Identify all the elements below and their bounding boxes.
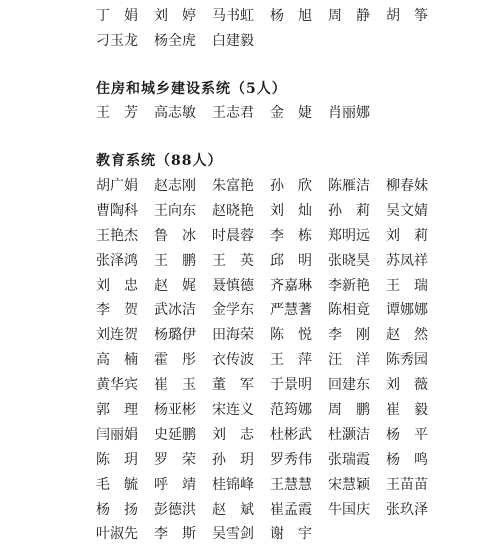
person-name: 刘 薇 <box>386 377 428 394</box>
person-name: 牛国庆 <box>328 501 370 518</box>
person-name: 杨 鸣 <box>386 451 428 468</box>
person-name: 刘 忠 <box>96 277 138 294</box>
person-name: 霍 彤 <box>154 352 196 369</box>
person-name: 赵晓艳 <box>212 202 254 219</box>
person-name: 吴文婧 <box>386 202 428 219</box>
section-heading-housing: 住房和城乡建设系统（5人） <box>96 81 287 97</box>
person-name: 张瑞霞 <box>328 451 370 468</box>
person-name: 叶淑先 <box>96 526 138 543</box>
person-name: 刘 志 <box>212 426 254 443</box>
person-name: 毛 毓 <box>96 476 138 493</box>
name-row <box>96 252 496 277</box>
name-row <box>96 227 496 252</box>
person-name: 谢 宇 <box>270 526 312 543</box>
name-row <box>96 277 496 302</box>
person-name: 闫丽娟 <box>96 426 138 443</box>
person-name: 黄华宾 <box>96 377 138 394</box>
name-row <box>96 177 496 202</box>
person-name: 汪 洋 <box>328 352 370 369</box>
person-name: 齐嘉琳 <box>270 277 312 294</box>
person-name: 李新艳 <box>328 277 370 294</box>
person-name: 赵 娓 <box>154 277 196 294</box>
person-name: 陈 悦 <box>270 327 312 344</box>
person-name: 孙 欣 <box>270 178 312 194</box>
person-name: 谭娜娜 <box>386 302 428 319</box>
name-list-housing <box>96 104 496 129</box>
person-name: 赵志刚 <box>154 178 196 194</box>
person-name: 肖丽娜 <box>328 105 370 121</box>
person-name: 杨 旭 <box>270 8 312 24</box>
person-name: 李 斯 <box>154 526 196 543</box>
name-row <box>96 376 496 401</box>
person-name: 杨璐伊 <box>154 327 196 344</box>
person-name: 鲁 冰 <box>154 227 196 244</box>
person-name: 张泽鸿 <box>96 252 138 269</box>
name-row <box>96 451 496 476</box>
person-name: 杜彬武 <box>270 426 312 443</box>
person-name: 王慧慧 <box>270 476 312 493</box>
person-name: 严慧蓍 <box>270 302 312 319</box>
person-name: 曹陶科 <box>96 202 138 219</box>
person-name: 周 静 <box>328 8 370 24</box>
person-name: 杨 平 <box>386 426 428 443</box>
person-name: 杜灏洁 <box>328 426 370 443</box>
person-name: 高志敏 <box>154 105 196 121</box>
person-name: 王志君 <box>212 105 254 121</box>
person-name: 赵 斌 <box>212 501 254 518</box>
person-name: 苏凤祥 <box>386 252 428 269</box>
person-name: 杨 扬 <box>96 501 138 518</box>
person-name: 崔孟霞 <box>270 501 312 518</box>
person-name: 史延鹏 <box>154 426 196 443</box>
person-name: 李 贺 <box>96 302 138 319</box>
person-name: 陈 玥 <box>96 451 138 468</box>
person-name: 丁 娟 <box>96 8 138 24</box>
name-row <box>96 426 496 451</box>
person-name: 彭德洪 <box>154 501 196 518</box>
person-name: 回建东 <box>328 377 370 394</box>
name-row <box>96 401 496 426</box>
person-name: 时晨蓉 <box>212 227 254 244</box>
person-name: 朱富艳 <box>212 178 254 194</box>
person-name: 崔 玉 <box>154 377 196 394</box>
person-name: 胡 筝 <box>386 8 428 24</box>
person-name: 胡广娟 <box>96 178 138 194</box>
person-name: 桂锦峰 <box>212 476 254 493</box>
person-name: 宋慧颖 <box>328 476 370 493</box>
name-row <box>96 525 496 550</box>
person-name: 张玖泽 <box>386 501 428 518</box>
person-name: 柳春妹 <box>386 178 428 194</box>
person-name: 陈秀园 <box>386 352 428 369</box>
person-name: 衣传波 <box>212 352 254 369</box>
name-list-continued <box>96 7 496 57</box>
person-name: 王 英 <box>212 252 254 269</box>
name-list-education <box>96 177 496 550</box>
person-name: 刘 灿 <box>270 202 312 219</box>
person-name: 罗 荣 <box>154 451 196 468</box>
person-name: 刘连贺 <box>96 327 138 344</box>
person-name: 王艳杰 <box>96 227 138 244</box>
person-name: 杨亚彬 <box>154 402 196 419</box>
name-row <box>96 202 496 227</box>
person-name: 王 芳 <box>96 105 138 121</box>
name-row <box>96 476 496 501</box>
person-name: 武冰洁 <box>154 302 196 319</box>
person-name: 赵 然 <box>386 327 428 344</box>
section-heading-education: 教育系统（88人） <box>96 153 223 169</box>
person-name: 金学东 <box>212 302 254 319</box>
name-row <box>96 301 496 326</box>
name-row <box>96 326 496 351</box>
person-name: 董 军 <box>212 377 254 394</box>
person-name: 于景明 <box>270 377 312 394</box>
name-row <box>96 501 496 526</box>
person-name: 高 楠 <box>96 352 138 369</box>
person-name: 崔 毅 <box>386 402 428 419</box>
person-name: 李 栋 <box>270 227 312 244</box>
person-name: 孙 玥 <box>212 451 254 468</box>
person-name: 刁玉龙 <box>96 32 138 49</box>
person-name: 白建毅 <box>212 32 254 49</box>
person-name: 郑明远 <box>328 227 370 244</box>
person-name: 罗秀伟 <box>270 451 312 468</box>
person-name: 聂慎德 <box>212 277 254 294</box>
person-name: 吴雪剑 <box>212 526 254 543</box>
person-name: 范筠娜 <box>270 402 312 419</box>
person-name: 刘 莉 <box>386 227 428 244</box>
person-name: 宋连义 <box>212 402 254 419</box>
person-name: 邱 明 <box>270 252 312 269</box>
person-name: 金 婕 <box>270 105 312 121</box>
person-name: 王向东 <box>154 202 196 219</box>
person-name: 王苗苗 <box>386 476 428 493</box>
name-row <box>96 32 496 57</box>
person-name: 孙 莉 <box>328 202 370 219</box>
person-name: 杨全虎 <box>154 32 196 49</box>
person-name: 张晓昊 <box>328 252 370 269</box>
name-row <box>96 7 496 32</box>
person-name: 王 鹏 <box>154 252 196 269</box>
person-name: 刘 婷 <box>154 8 196 24</box>
person-name: 王 瑞 <box>386 277 428 294</box>
person-name: 陈雁洁 <box>328 178 370 194</box>
person-name: 王 萍 <box>270 352 312 369</box>
name-row <box>96 104 496 129</box>
person-name: 郭 理 <box>96 402 138 419</box>
person-name: 马书虹 <box>212 8 254 24</box>
name-row <box>96 351 496 376</box>
person-name: 呼 靖 <box>154 476 196 493</box>
person-name: 李 刚 <box>328 327 370 344</box>
person-name: 周 鹏 <box>328 402 370 419</box>
person-name: 田海荣 <box>212 327 254 344</box>
person-name: 陈相竟 <box>328 302 370 319</box>
